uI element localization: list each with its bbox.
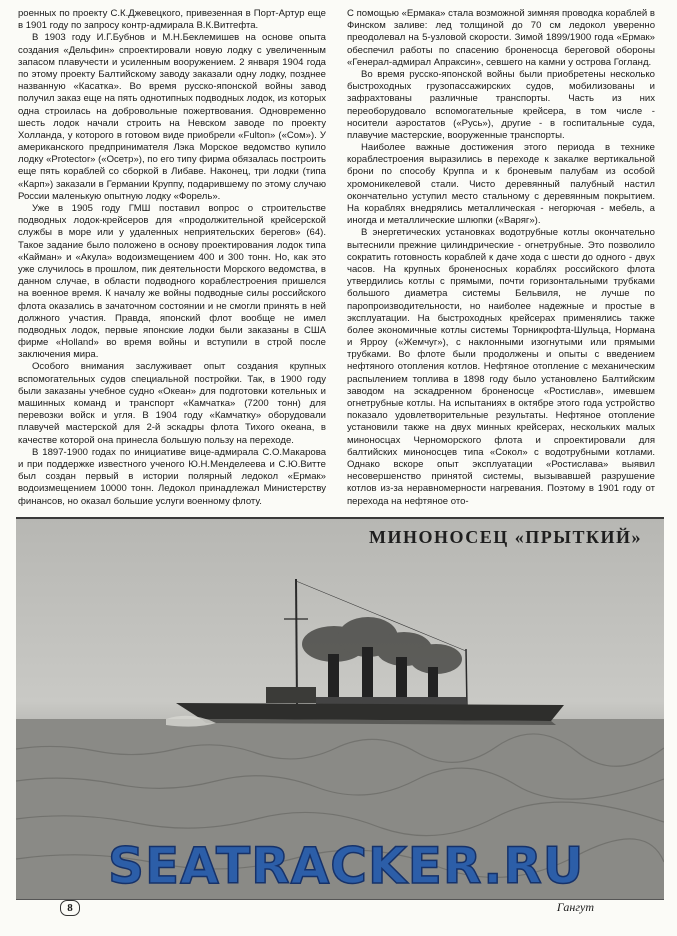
paragraph: В 1903 году И.Г.Бубнов и М.Н.Беклемишев на основе опыта создания «Дельфин» спроектировали новую лодку с увеличенным запасом плавучести и усиленным вооружением. 2 января 1904 года по этому проекту Балтийскому заводу заказали одну лодку, позднее названную «Касатка». Во время русско-японской войны завод получил заказ еще на пять однотипных подводных лодок, из которых одна строилась на добровольные пожертвования. Одновременно шесть лодок начали строить на Невском заводе по проекту Холланда, у которого в готовом виде приобрели «Fulton» («Сом»). У американского предпринимателя Лэка Морское ведомство купило лодку «Protector» («Осетр»), по его типу фирма обязалась построить еще пять кораблей со сборкой в Либаве. Наконец, три лодки (типа «Карп») заказали в Германии Круппу, подарившему по этому случаю России маленькую опытную лодку «Форель». bbox=[18, 32, 326, 202]
page-number: 8 bbox=[60, 900, 80, 916]
paragraph: С помощью «Ермака» стала возможной зимняя проводка кораблей в Финском заливе: лед толщиной до 70 см ледокол уверенно преодолевал на 5-узловой скорости. Зимой 1899/1900 года «Ермак» обеспечил работы по спасению броненосца береговой обороны «Генерал-адмирал Апраксин», севшего на камни у острова Гогланд. bbox=[347, 8, 655, 68]
right-text-column bbox=[347, 8, 655, 508]
paragraph: Наиболее важные достижения этого периода в технике кораблестроения выразились в переходе к закалке вертикальной брони по способу Круппа и к броневым палубам из особой хромоникелевой стали. Чисто деревянный палубный настил окончательно уступил место стальному с деревянным покрытием. На кораблях внедрялись металлическая - негорючая - мебель, а иногда и металлические шлюпки («Варяг»). bbox=[347, 142, 655, 227]
page-footer bbox=[16, 899, 664, 914]
paragraph: Уже в 1905 году ГМШ поставил вопрос о строительстве подводных лодок-крейсеров для «продолжительной крейсерской службы в море или у удаленных неприятельских берегов» (64). Такое задание было положено в основу проектирования лодок типа «Кайман» и «Акула» водоизмещением 400 и 300 тонн. Но, как это уже случилось в прошлом, пик деятельности Морского ведомства, в данном случае, в области подводного кораблестроения пришелся на военное время. К началу же войны подводные силы российского флота оказались в зачаточном состоянии и не смогли принять в ней должного участия. Правда, японский флот вообще не имел подводных лодок, первые японские лодки были заказаны в США фирме «Holland» во время войны и вступили в строй после заключения мира. bbox=[18, 203, 326, 361]
left-text-column bbox=[18, 8, 326, 508]
photo-caption: МИНОНОСЕЦ «ПРЫТКИЙ» bbox=[369, 527, 642, 547]
paragraph: В 1897-1900 годах по инициативе вице-адмирала С.О.Макарова и при поддержке известного ученого Ю.Н.Менделеева и С.Ю.Витте был создан первый в истории полярный ледокол «Ермак» водоизмещением 10000 тонн. Ледокол принадлежал Министерству финансов, но оказал большие услуги военному флоту. bbox=[18, 446, 326, 507]
paragraph: В энергетических установках водотрубные котлы окончательно вытеснили прежние цилиндрические - огнетрубные. Это позволило сократить готовность кораблей к даче хода с шести до одного - двух часов. На крупных броненосных кораблях российского флота утвердились котлы с прямыми, почти горизонтальными трубками большого диаметра системы Бельвиля, не лучше по паропроизводительности, но наиболее надежные и простые в эксплуатации. На быстроходных крейсерах применялись также более экономичные котлы системы Торникрофта-Шульца, Нормана и Ярроу («Жемчуг»), с наклонными изогнутыми или прямыми трубками. Во флоте были продолжены и опыты с введением нефтяного отопления котлов. Нефтяное отопление с механическим распылением топлива в 1898 году было установлено Балтийским заводом на эскадренном броненосце «Ростислав», имевшем огнетрубные котлы. На испытаниях в октябре этого года устройство показало удовлетворительные результаты. Нефтяное отопление установили также на двух минных крейсерах, нескольких малых миноносцах Черноморского флота и спроектировали для балтийских миноносцев типа «Сокол» с водотрубными котлами. Однако вскоре опыт эксплуатации «Ростислава» выявил несовершенство принятой системы, вызывавшей разрушение котлов из-за неравномерности нагревания. Поэтому в 1901 году от перехода на нефтяное ото- bbox=[347, 227, 655, 507]
magazine-name: Гангут bbox=[556, 900, 594, 914]
paragraph: Особого внимания заслуживает опыт создания крупных вспомогательных судов специальной постройки. Так, в 1900 году были заказаны учебное судно «Океан» для подготовки котельных и машинных команд и транспорт «Камчатка» (7200 тонн) для перевозки войск и угля. В 1904 году «Камчатку» оборудовали плавучей мастерской для 2-й эскадры флота Тихого океана, в качестве которой она принесла большую пользу на переходе. bbox=[18, 361, 326, 446]
paragraph: роенных по проекту С.К.Джевецкого, привезенная в Порт-Артур еще в 1901 году по запросу контр-адмирала В.К.Витгефта. bbox=[18, 8, 326, 32]
watermark-logo: SEATRACKER.RU bbox=[108, 837, 585, 895]
paragraph: Во время русско-японской войны были приобретены несколько быстроходных грузопассажирских судов, мобилизованы и зафрахтованы различные транспорты. Часть из них переоборудовало вспомогательные крейсера, в том числе - носители аэростатов («Русь»), другие - в госпитальные суда, плавучие мастерские, вооруженные транспорты. bbox=[347, 68, 655, 141]
